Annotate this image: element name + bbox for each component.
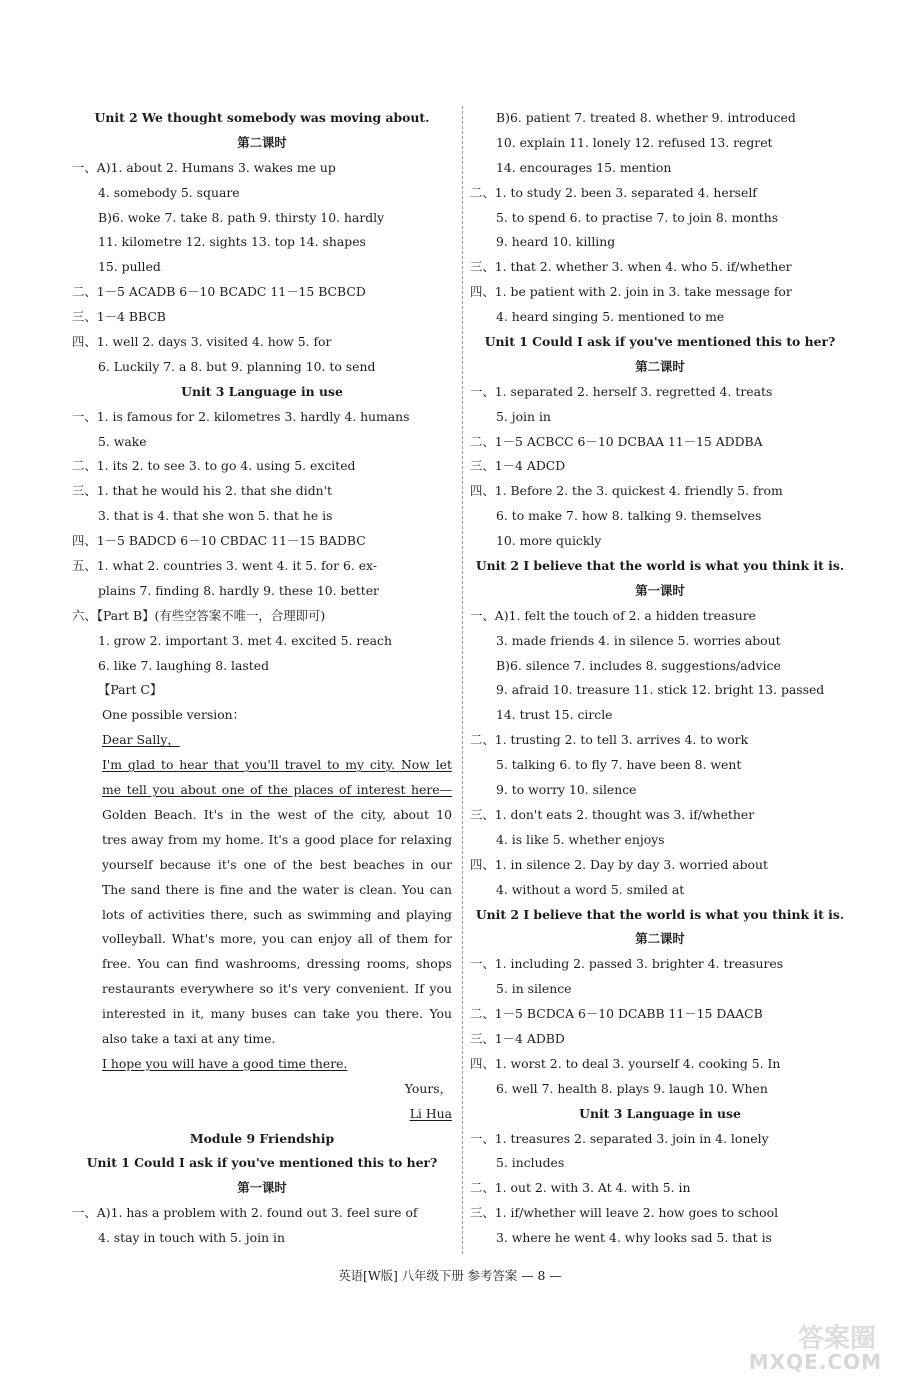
answer-line: I'm glad to hear that you'll travel to my city. Now let: [102, 757, 452, 773]
answer-line: 15. pulled: [98, 259, 161, 275]
answer-line: 四、1. well 2. days 3. visited 4. how 5. for: [72, 334, 332, 350]
answer-line: interested in it, many buses can take you there. You: [102, 1006, 452, 1022]
answer-line: lots of activities there, such as swimming and playing: [102, 906, 452, 922]
answer-line: 四、1. in silence 2. Day by day 3. worried about: [470, 856, 768, 872]
answer-line: 1. grow 2. important 3. met 4. excited 5. reach: [98, 632, 392, 648]
answer-line: 5. to spend 6. to practise 7. to join 8. months: [496, 209, 779, 225]
answer-line: Golden Beach. It's in the west of the city, about 10: [102, 806, 452, 822]
answer-line: 9. afraid 10. treasure 11. stick 12. bright 13. passed: [496, 682, 825, 698]
answer-line: 二、1－5 ACBCC 6－10 DCBAA 11－15 ADDBA: [470, 433, 763, 449]
answer-line: me tell you about one of the places of interest here—: [102, 782, 452, 798]
answer-line: 6. to make 7. how 8. talking 9. themselves: [496, 508, 762, 524]
answer-line: 三、1－4 ADBD: [470, 1030, 565, 1046]
answer-line: 一、A)1. about 2. Humans 3. wakes me up: [72, 159, 336, 175]
section-heading: 第一课时: [237, 1180, 287, 1196]
answer-line: 一、A)1. has a problem with 2. found out 3. feel sure of: [72, 1205, 418, 1221]
answer-line: 二、1. its 2. to see 3. to go 4. using 5. excited: [72, 458, 356, 474]
section-heading: 第二课时: [635, 931, 685, 947]
answer-line: 3. made friends 4. in silence 5. worries about: [496, 632, 781, 648]
answer-line: 3. that is 4. that she won 5. that he is: [98, 508, 333, 524]
answer-line: 【Part C】: [98, 682, 163, 698]
answer-line: volleyball. What's more, you can enjoy all of them for: [102, 931, 452, 947]
answer-line: 9. to worry 10. silence: [496, 782, 637, 798]
answer-line: 二、1－5 ACADB 6－10 BCADC 11－15 BCBCD: [72, 284, 366, 300]
answer-line: 三、1. that he would his 2. that she didn't: [72, 483, 333, 499]
left-column: [72, 106, 452, 1251]
answer-line: 二、1. trusting 2. to tell 3. arrives 4. to work: [470, 732, 749, 748]
answer-line: 9. heard 10. killing: [496, 234, 616, 250]
answer-line: 10. explain 11. lonely 12. refused 13. regret: [496, 134, 773, 150]
right-column: [470, 106, 850, 1251]
answer-line: B)6. patient 7. treated 8. whether 9. introduced: [496, 110, 796, 125]
answer-line: 一、1. including 2. passed 3. brighter 4. treasures: [470, 956, 784, 972]
answer-line: 五、1. what 2. countries 3. went 4. it 5. for 6. ex-: [72, 558, 378, 574]
answer-line: restaurants everywhere so it's very convenient. If you: [102, 981, 452, 997]
answer-line: 二、1. out 2. with 3. At 4. with 5. in: [470, 1180, 691, 1196]
answer-line: 4. stay in touch with 5. join in: [98, 1230, 285, 1246]
answer-line: yourself because it's one of the best beaches in our: [102, 856, 452, 872]
section-heading: Unit 3 Language in use: [579, 1105, 741, 1121]
answer-line: 三、1－4 ADCD: [470, 458, 566, 474]
answer-line: 二、1. to study 2. been 3. separated 4. herself: [470, 184, 757, 200]
answer-line: Li Hua: [409, 1105, 452, 1121]
answer-line: 二、1－5 BCDCA 6－10 DCABB 11－15 DAACB: [470, 1006, 763, 1022]
answer-line: 4. somebody 5. square: [98, 184, 240, 200]
section-heading: Unit 1 Could I ask if you've mentioned this to her?: [484, 334, 836, 350]
answer-line: 5. join in: [496, 408, 551, 424]
answer-line: I hope you will have a good time there.: [102, 1055, 348, 1071]
section-heading: 第二课时: [237, 134, 287, 150]
section-heading: 第一课时: [635, 582, 685, 598]
answer-line: 5. in silence: [496, 981, 572, 997]
answer-line: 三、1－4 BBCB: [72, 309, 166, 325]
answer-line: 一、1. treasures 2. separated 3. join in 4. lonely: [470, 1130, 769, 1146]
section-heading: Unit 2 I believe that the world is what you think it is.: [475, 906, 845, 922]
answer-line: 一、1. is famous for 2. kilometres 3. hardly 4. humans: [72, 408, 410, 424]
section-heading: Module 9 Friendship: [189, 1130, 335, 1146]
answer-line: The sand there is fine and the water is clean. You can: [102, 881, 452, 897]
section-heading: Unit 2 We thought somebody was moving about.: [94, 110, 430, 125]
section-heading: Unit 3 Language in use: [181, 383, 343, 399]
answer-line: 5. wake: [98, 433, 147, 449]
watermark-logo: 答案圈: [797, 1324, 876, 1354]
answer-line: 5. includes: [496, 1155, 565, 1171]
answer-line: 10. more quickly: [496, 533, 602, 549]
watermark-text: MXQE.COM: [748, 1350, 882, 1374]
answer-line: 6. Luckily 7. a 8. but 9. planning 10. to send: [98, 358, 376, 374]
answer-line: plains 7. finding 8. hardly 9. these 10. better: [98, 582, 379, 598]
answer-line: 6. well 7. health 8. plays 9. laugh 10. When: [496, 1080, 768, 1096]
answer-line: free. You can find washrooms, dressing rooms, shops: [102, 956, 452, 972]
section-heading: Unit 1 Could I ask if you've mentioned this to her?: [86, 1155, 438, 1171]
answer-line: 14. trust 15. circle: [496, 707, 613, 723]
answer-line: 4. without a word 5. smiled at: [496, 881, 685, 897]
answer-line: 四、1－5 BADCD 6－10 CBDAC 11－15 BADBC: [72, 533, 366, 549]
answer-line: 四、1. worst 2. to deal 3. yourself 4. cooking 5. In: [470, 1055, 781, 1071]
answer-line: 6. like 7. laughing 8. lasted: [98, 657, 269, 673]
watermark: [700, 1318, 890, 1378]
answer-line: 三、1. don't eats 2. thought was 3. if/whether: [470, 806, 755, 822]
answer-line: 三、1. if/whether will leave 2. how goes to school: [470, 1205, 779, 1221]
answer-line: also take a taxi at any time.: [102, 1030, 276, 1046]
section-heading: Unit 2 I believe that the world is what you think it is.: [475, 558, 845, 574]
answer-line: B)6. woke 7. take 8. path 9. thirsty 10. hardly: [98, 209, 385, 225]
answer-line: 11. kilometre 12. sights 13. top 14. shapes: [98, 234, 366, 250]
answer-line: 一、A)1. felt the touch of 2. a hidden treasure: [470, 607, 756, 623]
answer-line: 4. heard singing 5. mentioned to me: [496, 309, 725, 325]
column-divider: [462, 106, 463, 1254]
answer-line: 14. encourages 15. mention: [496, 159, 672, 175]
answer-line: 四、1. be patient with 2. join in 3. take message for: [470, 284, 792, 300]
answer-line: Dear Sally，: [102, 732, 180, 748]
answer-line: 四、1. Before 2. the 3. quickest 4. friendly 5. from: [470, 483, 783, 499]
answer-line: 5. talking 6. to fly 7. have been 8. went: [496, 757, 742, 773]
answer-line: 三、1. that 2. whether 3. when 4. who 5. if/whether: [470, 259, 792, 275]
answer-line: 六、【Part B】(有些空答案不唯一，合理即可): [72, 607, 326, 623]
section-heading: 第二课时: [635, 358, 685, 374]
answer-line: 4. is like 5. whether enjoys: [496, 831, 665, 847]
answer-line: 3. where he went 4. why looks sad 5. that is: [496, 1230, 772, 1246]
answer-line: 一、1. separated 2. herself 3. regretted 4. treats: [470, 383, 773, 399]
answer-line: tres away from my home. It's a good place for relaxing: [102, 831, 452, 847]
answer-line: B)6. silence 7. includes 8. suggestions/advice: [496, 657, 781, 673]
answer-line: Yours，: [404, 1080, 452, 1096]
answer-line: One possible version：: [102, 707, 246, 723]
page-footer: 英语[W版] 八年级下册 参考答案 — 8 —: [338, 1268, 562, 1283]
